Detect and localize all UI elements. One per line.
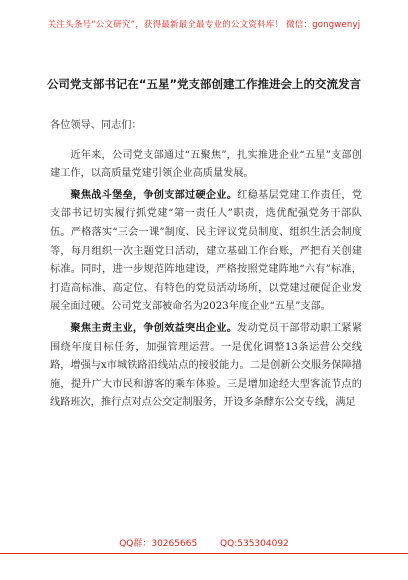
footer-underline [0, 553, 408, 554]
intro-paragraph: 近年来，公司党支部通过“五聚焦”，扎实推进企业“五星”支部创建工作，以高质量党建引领企业高质量发展。 [50, 149, 362, 180]
document-title: 公司党支部书记在“五星”党支部创建工作推进会上的交流发言 [46, 77, 362, 91]
greeting: 各位领导、同志们： [50, 120, 142, 131]
section-1-heading: 聚焦战斗堡垒，争创支部过硬企业。 [70, 189, 238, 201]
section-1-body: 红稳基层党建工作责任，党支部书记切实履行抓党建“第一责任人”职责，选优配强党务干部队伍。严格落实“三会一课”制度、民主评议党员制度、组织生活会制度等，每月组织一次主题党日活动，建立基础工作台账，严把有关创建标准。同时，进一步规范阵地建设，严格按照党建阵地“六有”标准，打造高标准、高定位、有特色的党员活动场所，以党建过硬促企业发展全面过硬。公司党支部被命名为2023年度企业“五星”支部。 [50, 189, 363, 313]
section-2-body: 发动党员干部带动职工紧紧围绕年度目标任务，加强管理运营。一是优化调整13条运营公交线路，增强与x市城铁路沿线站点的接驳能力。二是创新公交服务保障措施，提升广大市民和游客的乘车体验。三是增加途经大型客流节点的线路班次，推行点对点公交定制服务，开设多条酵东公交专线，满足 [50, 322, 363, 409]
section-2-paragraph [50, 320, 362, 413]
document-body [50, 117, 362, 413]
footer-qq-group: QQ群：30265665 [119, 539, 198, 549]
section-2-heading: 聚焦主责主业，争创效益突出企业。 [70, 322, 238, 334]
footer-contact [0, 536, 408, 549]
header-banner: 关注头条号“公文研究”，获得最新最全最专业的公文资料库！ 微信：gongwenyj [47, 20, 361, 30]
footer-qq: QQ:535304092 [220, 539, 289, 549]
section-1-paragraph [50, 187, 362, 317]
